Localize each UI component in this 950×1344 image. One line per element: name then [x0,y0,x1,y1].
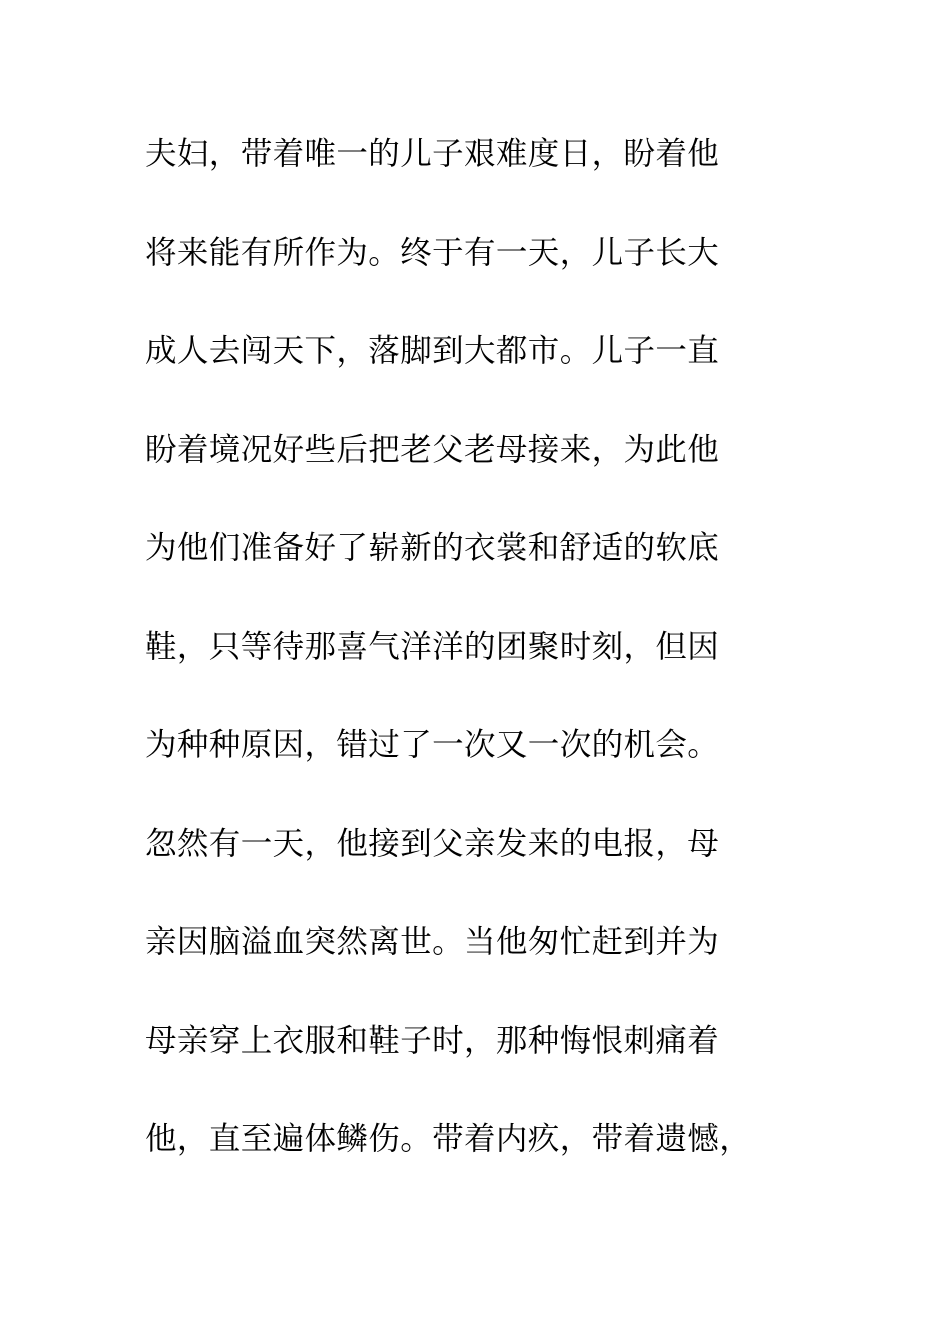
text-line-8: 忽然有一天，他接到父亲发来的电报，母 [145,825,720,862]
text-line-5: 为他们准备好了崭新的衣裳和舒适的软底 [145,530,720,566]
text-line-11: 他，直至遍体鳞伤。带着内疚，带着遗憾， [145,1121,752,1157]
text-line-6: 鞋，只等待那喜气洋洋的团聚时刻，但因 [145,628,720,665]
text-line-10: 母亲穿上衣服和鞋子时，那种悔恨刺痛着 [145,1022,720,1059]
text-line-4: 盼着境况好些后把老父老母接来，为此他 [145,431,720,468]
text-line-3: 成人去闯天下，落脚到大都市。儿子一直 [145,333,720,369]
text-line-1: 夫妇，带着唯一的儿子艰难度日，盼着他 [145,136,720,172]
body-text [145,128,845,1212]
text-line-7: 为种种原因，错过了一次又一次的机会。 [145,727,720,763]
text-line-2: 将来能有所作为。终于有一天，儿子长大 [145,234,720,271]
text-line-9: 亲因脑溢血突然离世。当他匆忙赶到并为 [145,924,720,960]
